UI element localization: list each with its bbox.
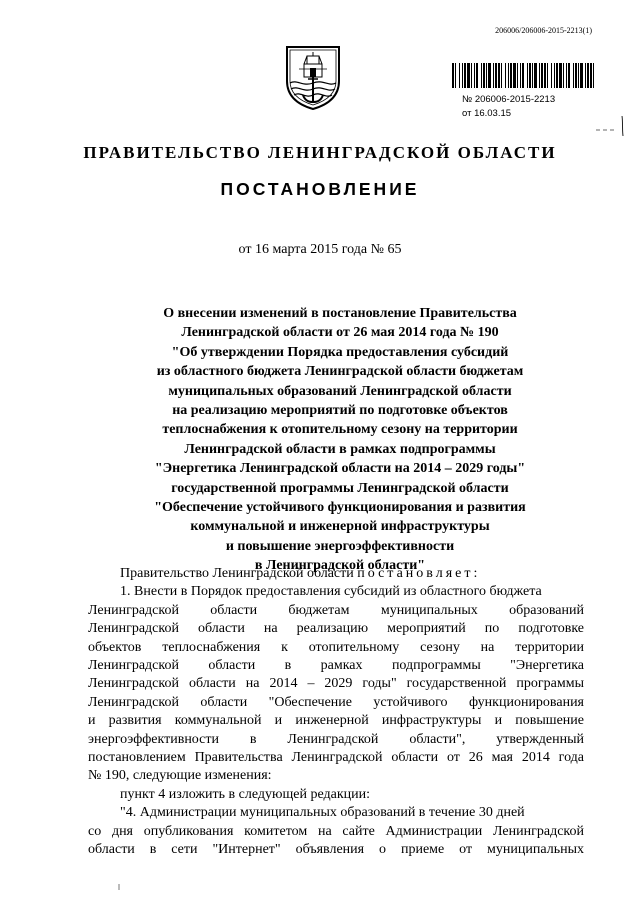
barcode-bar <box>534 63 537 88</box>
heading-line: на реализацию мероприятий по подготовке объектов <box>172 403 508 419</box>
barcode-bar <box>510 63 512 88</box>
barcode-bar <box>568 63 570 88</box>
barcode-bar <box>471 63 472 88</box>
barcode-bar <box>575 63 577 88</box>
body-intro-prefix: Правительство Ленинградской области <box>120 566 354 581</box>
barcode-bar <box>593 63 594 88</box>
barcode-bar <box>474 63 475 88</box>
barcode-bar <box>590 63 592 88</box>
document-date: от 16 марта 2015 года № 65 <box>238 242 402 257</box>
heading-line: в Ленинградской области" <box>254 558 426 574</box>
barcode-bar <box>580 63 583 88</box>
leningrad-oblast-coat-of-arms-icon <box>283 43 343 111</box>
margin-handwritten-marks <box>576 116 626 138</box>
barcode-bar <box>513 63 516 88</box>
barcode-bar <box>573 63 574 88</box>
document-type: ПОСТАНОВЛЕНИЕ <box>220 179 420 199</box>
body-line: Ленинградской области бюджетам муниципальных образований <box>88 602 584 618</box>
barcode-bar <box>462 63 463 88</box>
body-line: 1. Внести в Порядок предоставления субсидий из областного бюджета <box>120 584 542 600</box>
heading-line: и повышение энергоэффективности <box>225 538 455 554</box>
barcode-bar <box>566 63 567 88</box>
barcode-bar <box>578 63 579 88</box>
barcode-bar <box>517 63 518 88</box>
heading-line: О внесении изменений в постановление Правительства <box>163 306 517 321</box>
barcode-bar <box>488 63 491 88</box>
body-line: области в сети "Интернет" объявления о приеме от муниципальных <box>88 842 584 858</box>
body-line: Ленинградской области на реализацию мероприятий по подготовке <box>88 621 584 637</box>
document-body <box>88 565 584 860</box>
barcode-bar <box>532 63 533 88</box>
barcode-bar <box>467 63 470 88</box>
barcode-bar <box>498 63 500 88</box>
barcode-bar <box>481 63 482 88</box>
body-intro-suffix: : <box>473 566 478 581</box>
heading-line: коммунальной и инженерной инфраструктуры <box>190 519 490 535</box>
barcode-bar <box>551 63 552 88</box>
barcode-bar <box>539 63 540 88</box>
body-line: Ленинградской области "Обеспечение устойчивого функционирования <box>88 694 584 710</box>
body-line: постановлением Правительства Ленинградской области от 26 мая 2014 года <box>88 750 584 766</box>
document-heading <box>80 304 600 576</box>
body-line: Ленинградской области в рамках подпрограммы "Энергетика <box>88 658 584 674</box>
registration-barcode <box>452 63 594 88</box>
barcode-bar <box>505 63 506 88</box>
barcode-bar <box>476 63 478 88</box>
barcode-bar <box>541 63 543 88</box>
body-line: со дня опубликования комитетом на сайте Администрации Ленинградской <box>88 823 584 839</box>
body-line: и развития коммунальной и инженерной инфраструктуры и повышение <box>88 713 584 729</box>
barcode-bar <box>522 63 524 88</box>
registration-date: от 16.03.15 <box>462 108 512 119</box>
government-title: ПРАВИТЕЛЬСТВО ЛЕНИНГРАДСКОЙ ОБЛАСТИ <box>83 143 557 162</box>
barcode-bar <box>585 63 586 88</box>
body-line: № 190, следующие изменения: <box>88 768 272 784</box>
barcode-bar <box>493 63 494 88</box>
barcode-bar <box>486 63 487 88</box>
body-line: объектов теплоснабжения к отопительному сезону на территории <box>88 639 584 655</box>
heading-line: Ленинградской области в рамках подпрограммы <box>184 441 496 457</box>
barcode-bar <box>459 63 460 88</box>
body-intro-line <box>88 565 584 583</box>
barcode-bar <box>501 63 502 88</box>
barcode-bar <box>527 63 528 88</box>
barcode-bar <box>520 63 521 88</box>
barcode-bar <box>495 63 497 88</box>
body-line: Ленинградской области на 2014 – 2029 годы" государственной программы <box>88 676 584 692</box>
body-line: пункт 4 изложить в следующей редакции: <box>120 786 370 802</box>
barcode-bar <box>556 63 558 88</box>
barcode-bar <box>464 63 466 88</box>
barcode-bar <box>455 63 456 88</box>
registration-header-code: 206006/206006-2015-2213(1) <box>495 26 592 35</box>
barcode-bar <box>563 63 564 88</box>
barcode-bar <box>529 63 531 88</box>
barcode-bar <box>554 63 555 88</box>
heading-line: Ленинградской области от 26 мая 2014 года № 190 <box>181 325 499 341</box>
barcode-bar <box>559 63 562 88</box>
barcode-bar <box>587 63 589 88</box>
barcode-bar <box>547 63 548 88</box>
heading-line: государственной программы Ленинградской области <box>171 480 509 496</box>
barcode-bar <box>483 63 485 88</box>
heading-line: "Энергетика Ленинградской области на 2014 – 2029 годы" <box>154 461 526 477</box>
barcode-bar <box>544 63 546 88</box>
barcode-bar <box>508 63 509 88</box>
scan-artifact-mark <box>117 884 121 890</box>
heading-line: из областного бюджета Ленинградской области бюджетам <box>156 364 524 380</box>
body-intro-verb: постановляет <box>357 566 474 581</box>
heading-line: "Обеспечение устойчивого функционирования и развития <box>154 500 526 516</box>
body-line: "4. Администрации муниципальных образований в течение 30 дней <box>120 805 525 821</box>
registration-number: № 206006-2015-2213 <box>462 94 556 105</box>
barcode-bar <box>452 63 454 88</box>
heading-line: "Об утверждении Порядка предоставления субсидий <box>171 344 509 360</box>
heading-line: муниципальных образований Ленинградской области <box>168 383 512 399</box>
body-line: энергоэффективности в Ленинградской области", утвержденный <box>88 731 584 747</box>
heading-line: теплоснабжения к отопительному сезону на территории <box>162 422 518 438</box>
